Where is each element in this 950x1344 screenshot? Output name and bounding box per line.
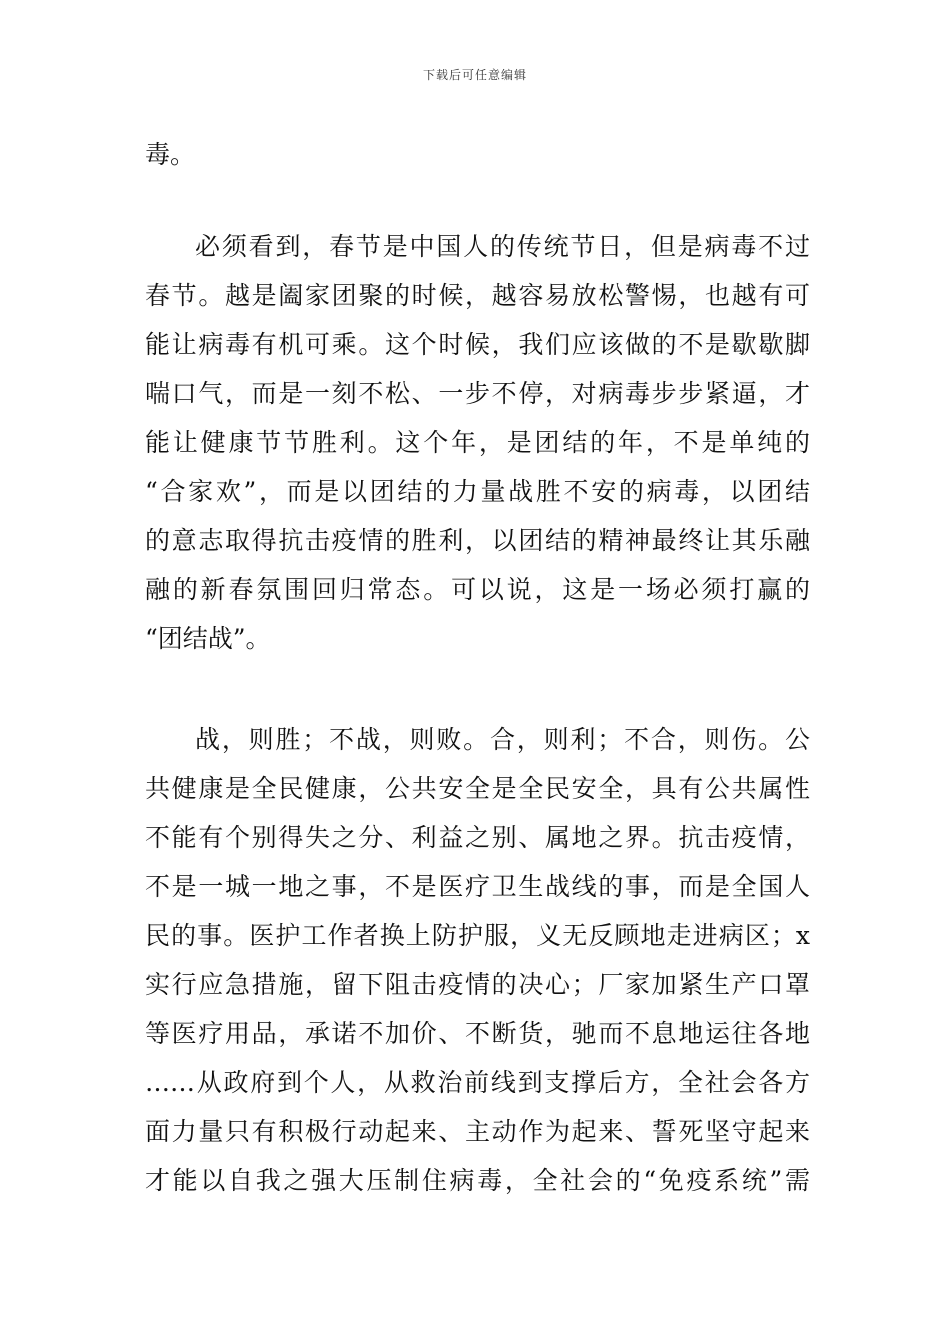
text-line: 融的新春氛围回归常态。可以说，这是一场必须打赢的 [145,575,810,604]
text-line: 民的事。医护工作者换上防护服，义无反顾地走进病区；x [145,921,810,950]
text-line: 不能有个别得失之分、利益之别、属地之界。抗击疫情， [145,823,810,852]
text-line: “合家欢”，而是以团结的力量战胜不安的病毒，以团结 [145,477,810,506]
text-line: 共健康是全民健康，公共安全是全民安全，具有公共属性 [145,774,810,803]
paragraph [145,715,810,1205]
text-line: 能让病毒有机可乘。这个时候，我们应该做的不是歇歇脚 [145,330,810,359]
text-line: 必须看到，春节是中国人的传统节日，但是病毒不过 [195,232,810,261]
text-line: 不是一城一地之事，不是医疗卫生战线的事，而是全国人 [145,872,810,901]
text-line: 才能以自我之强大压制住病毒，全社会的“免疫系统”需 [145,1166,810,1195]
text-line: 等医疗用品，承诺不加价、不断货，驰而不息地运往各地 [145,1019,810,1048]
text-line: 的意志取得抗击疫情的胜利，以团结的精神最终让其乐融 [145,526,810,555]
text-line: 面力量只有积极行动起来、主动作为起来、誓死坚守起来 [145,1117,810,1146]
paragraph [145,130,810,179]
text-line: 喘口气，而是一刻不松、一步不停，对病毒步步紧逼，才 [145,379,810,408]
text-line: 战，则胜；不战，则败。合，则利；不合，则伤。公 [195,725,810,754]
text-line: “团结战”。 [145,624,271,653]
text-line: ……从政府到个人，从救治前线到支撑后方，全社会各方 [145,1068,810,1097]
text-line: 春节。越是阖家团聚的时候，越容易放松警惕，也越有可 [145,281,810,310]
page-header: 下载后可任意编辑 [422,68,527,82]
text-line: 毒。 [145,140,196,169]
text-line: 实行应急措施，留下阻击疫情的决心；厂家加紧生产口罩 [145,970,810,999]
text-line: 能让健康节节胜利。这个年，是团结的年，不是单纯的 [145,428,810,457]
paragraph [145,222,810,663]
